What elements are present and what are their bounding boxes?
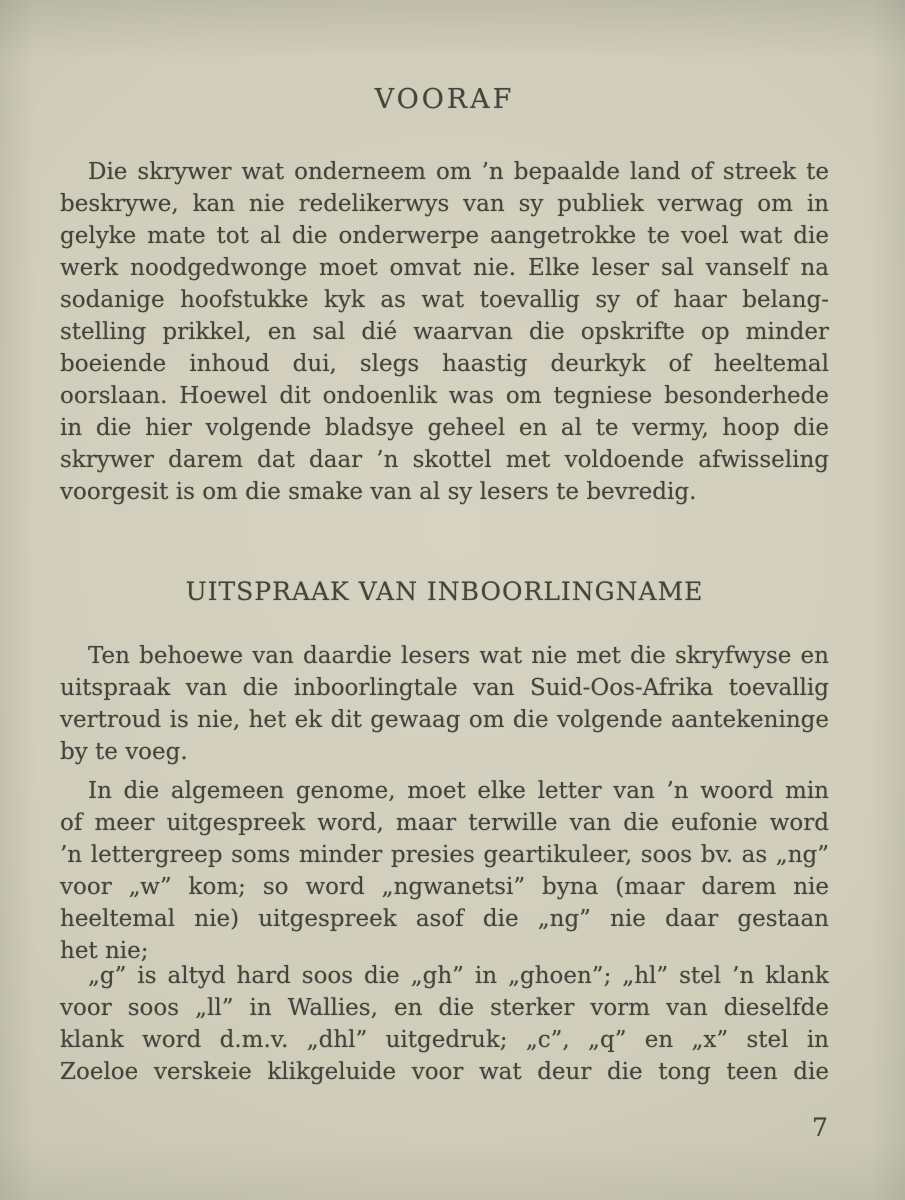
paragraph-letter-sounds — [60, 960, 829, 1088]
text-line: gelyke mate tot al die onderwerpe aangetrokke te voel wat die — [60, 223, 829, 249]
text-line: In die algemeen genome, moet elke letter van ’n woord min — [88, 778, 829, 804]
text-line: klank word d.m.v. „dhl” uitgedruk; „c”, „q” en „x” stel in — [60, 1027, 829, 1053]
text-line: boeiende inhoud dui, slegs haastig deurkyk of heeltemal — [60, 351, 829, 377]
text-line: voorgesit is om die smake van al sy lesers te bevredig. — [60, 479, 697, 505]
text-line: of meer uitgespreek word, maar terwille van die eufonie word — [60, 810, 829, 836]
text-line: uitspraak van die inboorlingtale van Suid-Oos-Afrika toevallig — [60, 675, 829, 701]
text-line: voor soos „ll” in Wallies, en die sterker vorm van dieselfde — [60, 995, 829, 1021]
paragraph-preface — [60, 156, 829, 508]
page-number: 7 — [812, 1113, 828, 1142]
text-line: skrywer darem dat daar ’n skottel met voldoende afwisseling — [60, 447, 829, 473]
text-line: stelling prikkel, en sal dié waarvan die opskrifte op minder — [60, 319, 829, 345]
text-line: vertroud is nie, het ek dit gewaag om die volgende aantekeninge — [60, 707, 829, 733]
paragraph-readers-note — [60, 640, 829, 768]
text-line: oorslaan. Hoewel dit ondoenlik was om tegniese besonderhede — [60, 383, 829, 409]
text-line: beskrywe, kan nie redelikerwys van sy publiek verwag om in — [60, 191, 829, 217]
preface-title: VOORAF — [374, 84, 515, 115]
paragraph-pronunciation-general — [60, 775, 829, 967]
text-line: heeltemal nie) uitgespreek asof die „ng” nie daar gestaan — [60, 906, 829, 932]
text-line: ’n lettergreep soms minder presies geartikuleer, soos bv. as „ng” — [60, 842, 829, 868]
text-line: Die skrywer wat onderneem om ’n bepaalde land of streek te — [88, 159, 829, 185]
text-line: werk noodgedwonge moet omvat nie. Elke leser sal vanself na — [60, 255, 829, 281]
text-line: sodanige hoofstukke kyk as wat toevallig sy of haar belang- — [60, 287, 829, 313]
text-line: Ten behoewe van daardie lesers wat nie met die skryfwyse en — [88, 643, 829, 669]
text-line: Zoeloe verskeie klikgeluide voor wat deur die tong teen die — [60, 1059, 829, 1085]
text-line: by te voeg. — [60, 739, 188, 765]
text-line: „g” is altyd hard soos die „gh” in „ghoen”; „hl” stel ’n klank — [88, 963, 829, 989]
section-heading-pronunciation: UITSPRAAK VAN INBOORLINGNAME — [185, 577, 704, 606]
text-line: in die hier volgende bladsye geheel en al te vermy, hoop die — [60, 415, 829, 441]
text-line: het nie; — [60, 938, 149, 964]
text-line: voor „w” kom; so word „ngwanetsi” byna (maar darem nie — [60, 874, 829, 900]
